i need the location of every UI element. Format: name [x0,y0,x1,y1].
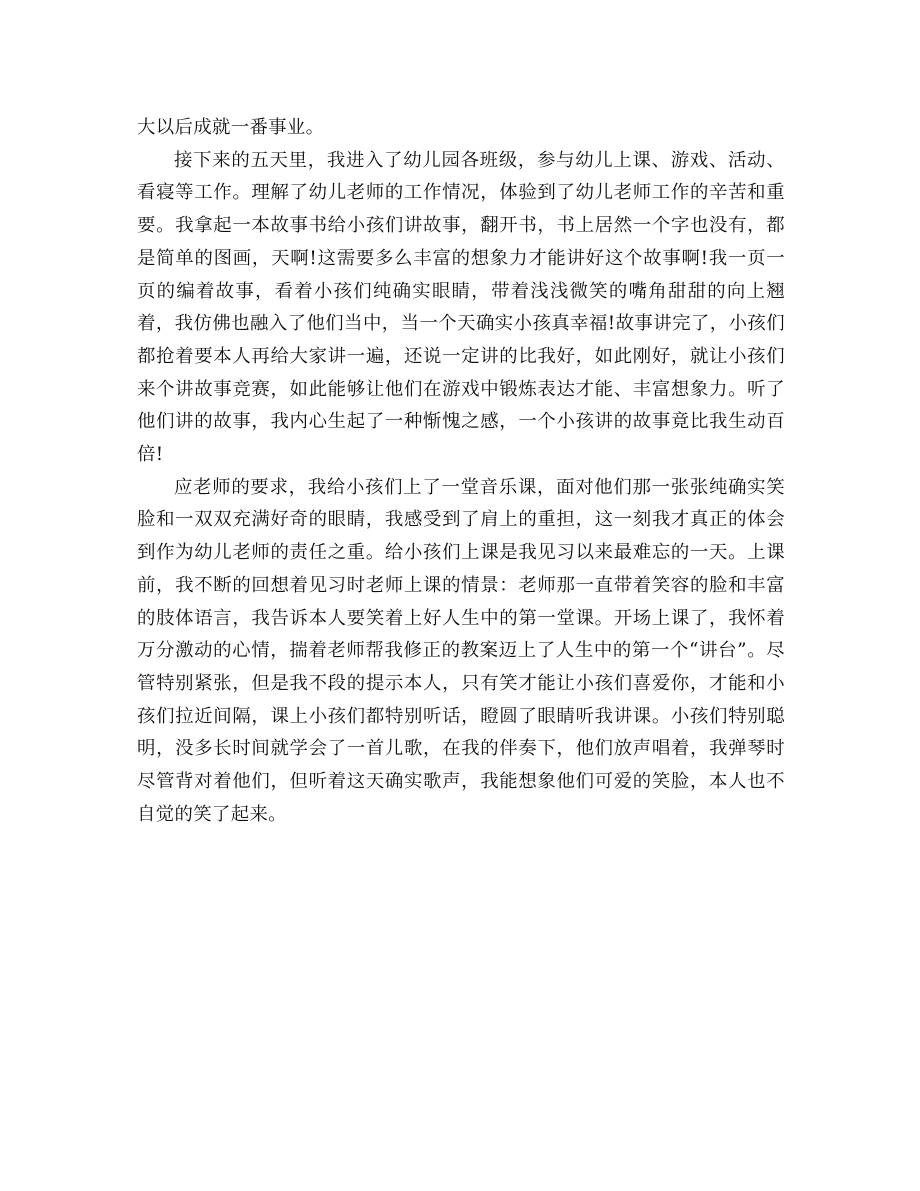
paragraph-music-class: 应老师的要求，我给小孩们上了一堂音乐课，面对他们那一张张纯确实笑脸和一双双充满好奇的眼睛，我感受到了肩上的重担，这一刻我才真正的体会到作为幼儿老师的责任之重。给小孩们上课是我见习以来最难忘的一天。上课前，我不断的回想着见习时老师上课的情景：老师那一直带着笑容的脸和丰富的肢体语言，我告诉本人要笑着上好人生中的第一堂课。开场上课了，我怀着万分激动的心情，揣着老师帮我修正的教案迈上了人生中的第一个“讲台”。尽管特别紧张，但是我不段的提示本人，只有笑才能让小孩们喜爱你，才能和小孩们拉近间隔，课上小孩们都特别听话，瞪圆了眼睛听我讲课。小孩们特别聪明，没多长时间就学会了一首儿歌，在我的伴奏下，他们放声唱着，我弹琴时尽管背对着他们，但听着这天确实歌声，我能想象他们可爱的笑脸，本人也不自觉的笑了起来。 [137,476,785,825]
paragraph-kindergarten-week: 接下来的五天里，我进入了幼儿园各班级，参与幼儿上课、游戏、活动、看寝等工作。理解了幼儿老师的工作情况，体验到了幼儿老师工作的辛苦和重要。我拿起一本故事书给小孩们讲故事，翻开书，书上居然一个字也没有，都是简单的图画，天啊!这需要多么丰富的想象力才能讲好这个故事啊!我一页一页的编着故事，看着小孩们纯确实眼睛，带着浅浅微笑的嘴角甜甜的向上翘着，我仿佛也融入了他们当中，当一个天确实小孩真幸福!故事讲完了，小孩们都抢着要本人再给大家讲一遍，还说一定讲的比我好，如此刚好，就让小孩们来个讲故事竞赛，如此能够让他们在游戏中锻炼表达才能、丰富想象力。听了他们讲的故事，我内心生起了一种惭愧之感，一个小孩讲的故事竟比我生动百倍! [137,149,785,466]
paragraph-continuation: 大以后成就一番事业。 [137,117,325,138]
document-body [137,112,785,831]
